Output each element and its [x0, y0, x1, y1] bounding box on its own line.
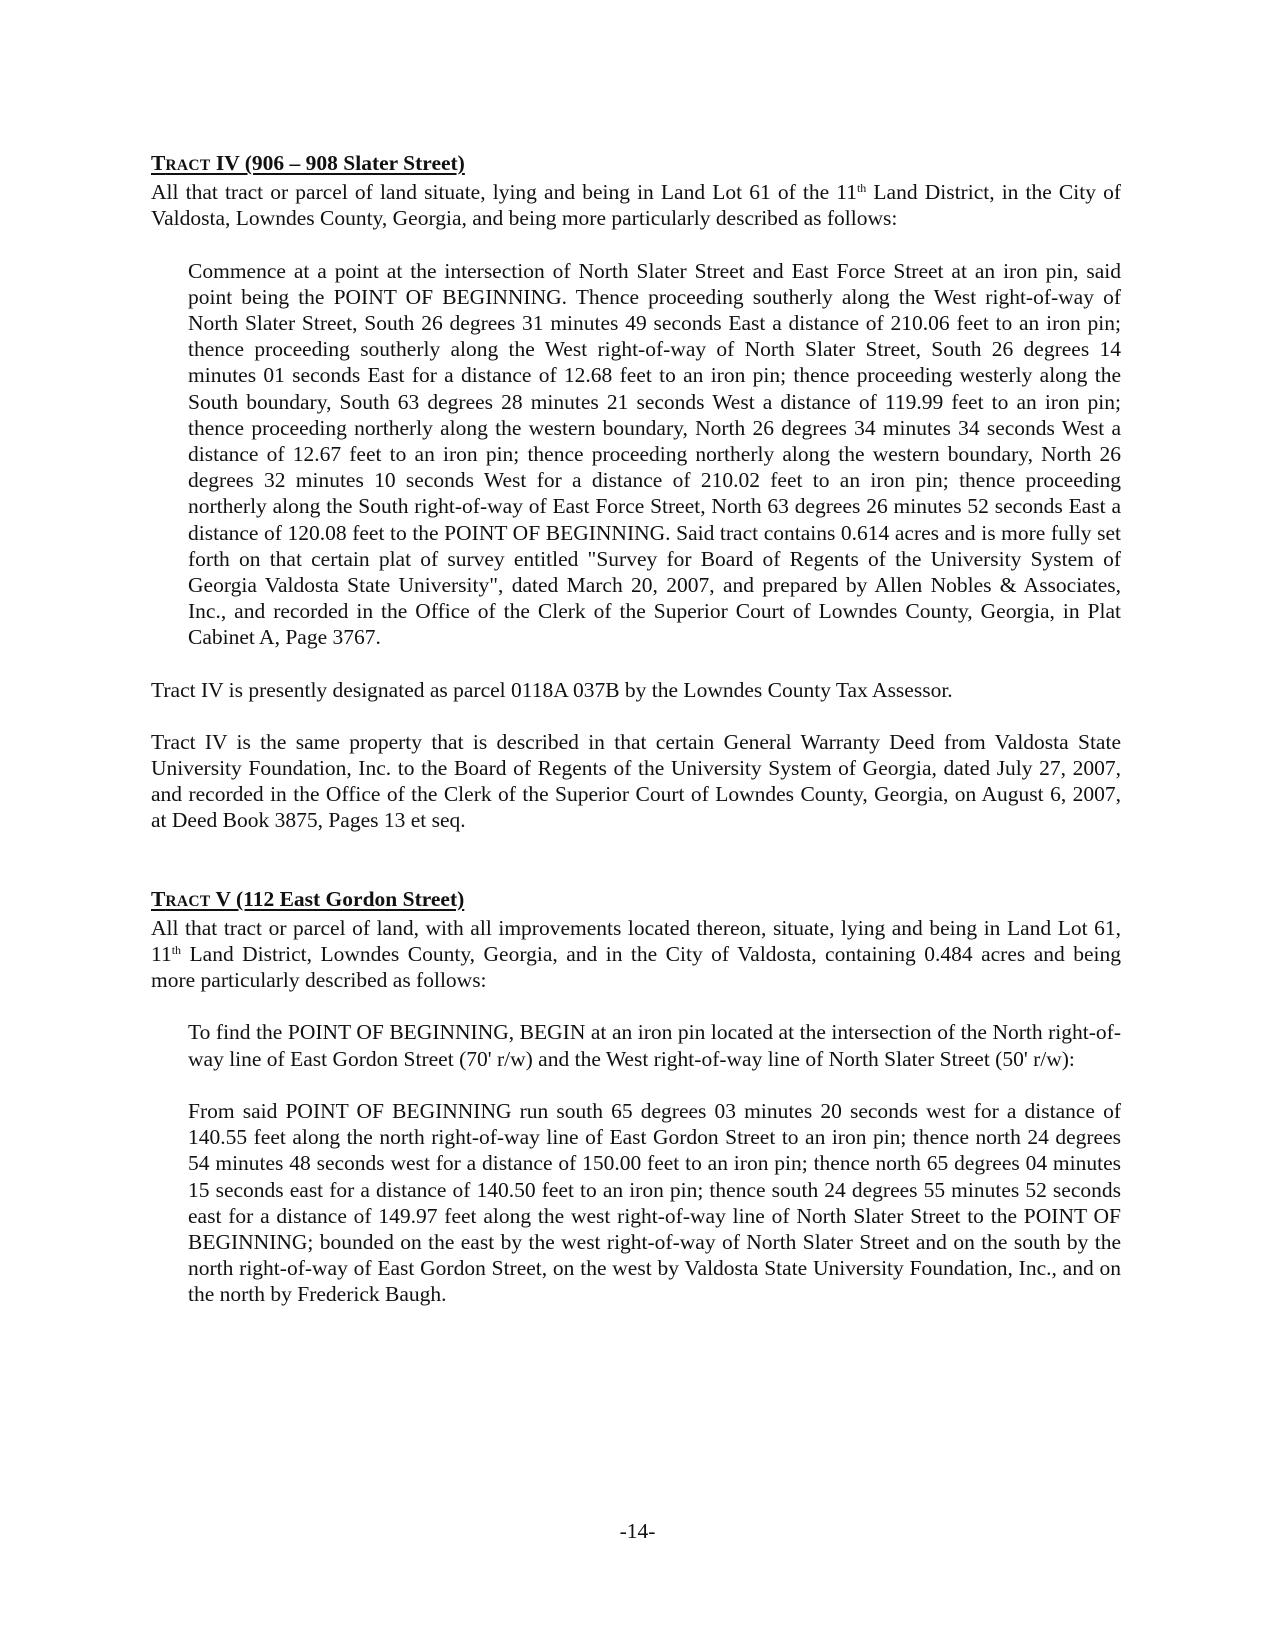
tract-v-heading-initial: T	[151, 886, 166, 911]
tract-iv-heading-title: IV (906 – 908 Slater Street)	[210, 151, 465, 175]
tract-v-intro-ordinal: th	[171, 943, 182, 958]
tract-iv-intro	[151, 179, 1121, 231]
tract-iv-legal-description: Commence at a point at the intersection of North Slater Street and East Force Street at an iron pin, said point being the POINT OF BEGINNING. Thence proceeding southerly along the West right-of-way of North Slater Street, South 26 degrees 31 minutes 49 seconds East a distance of 210.06 feet to an iron pin; thence proceeding southerly along the West right-of-way of North Slater Street, South 26 degrees 14 minutes 01 seconds East for a distance of 12.68 feet to an iron pin; thence proceeding westerly along the South boundary, South 63 degrees 28 minutes 21 seconds West a distance of 119.99 feet to an iron pin; thence proceeding northerly along the western boundary, North 26 degrees 34 minutes 34 seconds West a distance of 12.67 feet to an iron pin; thence proceeding northerly along the western boundary, North 26 degrees 32 minutes 10 seconds West for a distance of 210.02 feet to an iron pin; thence proceeding northerly along the South right-of-way of East Force Street, North 63 degrees 26 minutes 52 seconds East a distance of 120.08 feet to the POINT OF BEGINNING. Said tract contains 0.614 acres and is more fully set forth on that certain plat of survey entitled "Survey for Board of Regents of the University System of Georgia Valdosta State University", dated March 20, 2007, and prepared by Allen Nobles & Associates, Inc., and recorded in the Office of the Clerk of the Superior Court of Lowndes County, Georgia, in Plat Cabinet A, Page 3767.	[188, 258, 1121, 650]
tract-v-section	[151, 886, 1121, 1308]
tract-v-heading	[151, 886, 1121, 915]
tract-v-find-point-of-beginning: To find the POINT OF BEGINNING, BEGIN at an iron pin located at the intersection of the North right-of-way line of East Gordon Street (70' r/w) and the West right-of-way line of North Slater Street (50' r/w):	[188, 1020, 1121, 1071]
tract-v-intro-part2: Land District, Lowndes County, Georgia, and in the City of Valdosta, containing 0.484 acres and being more particularly described as follows:	[151, 942, 1121, 993]
page-number: -14-	[619, 1519, 656, 1543]
tract-iv-section	[151, 150, 1121, 834]
tract-v-intro-part1: All that tract or parcel of land, with all improvements located thereon, situate, lying and being in Land Lot 61, 11	[151, 915, 1121, 967]
tract-iv-intro-part1: All that tract or parcel of land situate, lying and being in Land Lot 61 of the 11	[151, 180, 857, 205]
tract-v-legal-description: From said POINT OF BEGINNING run south 65 degrees 03 minutes 20 seconds west for a distance of 140.55 feet along the north right-of-way line of East Gordon Street to an iron pin; thence north 24 degrees 54 minutes 48 seconds west for a distance of 150.00 feet to an iron pin; thence north 65 degrees 04 minutes 15 seconds east for a distance of 140.50 feet to an iron pin; thence south 24 degrees 55 minutes 52 seconds east for a distance of 149.97 feet along the west right-of-way line of North Slater Street to the POINT OF BEGINNING; bounded on the east by the west right-of-way of North Slater Street and on the south by the north right-of-way of East Gordon Street, on the west by Valdosta State University Foundation, Inc., and on the north by Frederick Baugh.	[188, 1098, 1121, 1307]
tract-iv-heading-initial: T	[151, 151, 166, 175]
tract-v-heading-smallcaps: RACT	[165, 892, 211, 910]
tract-iv-heading-smallcaps: RACT	[165, 157, 211, 174]
tract-iv-deed-note: Tract IV is the same property that is described in that certain General Warranty Deed from Valdosta State University Foundation, Inc. to the Board of Regents of the University System of Georgia, dated July 27, 2007, and recorded in the Office of the Clerk of the Superior Court of Lowndes County, Georgia, on August 6, 2007, at Deed Book 3875, Pages 13 et seq.	[151, 729, 1121, 833]
tract-iv-intro-part2: Land District, in the City of Valdosta, Lowndes County, Georgia, and being more particularly described as follows:	[151, 180, 1121, 231]
tract-iv-parcel-note: Tract IV is presently designated as parcel 0118A 037B by the Lowndes County Tax Assessor.	[151, 677, 953, 702]
tract-v-heading-title: V (112 East Gordon Street)	[210, 886, 465, 911]
document-page	[151, 150, 1121, 1308]
tract-v-intro	[151, 915, 1121, 994]
tract-iv-intro-ordinal: th	[856, 181, 867, 196]
tract-iv-heading	[151, 150, 1121, 179]
